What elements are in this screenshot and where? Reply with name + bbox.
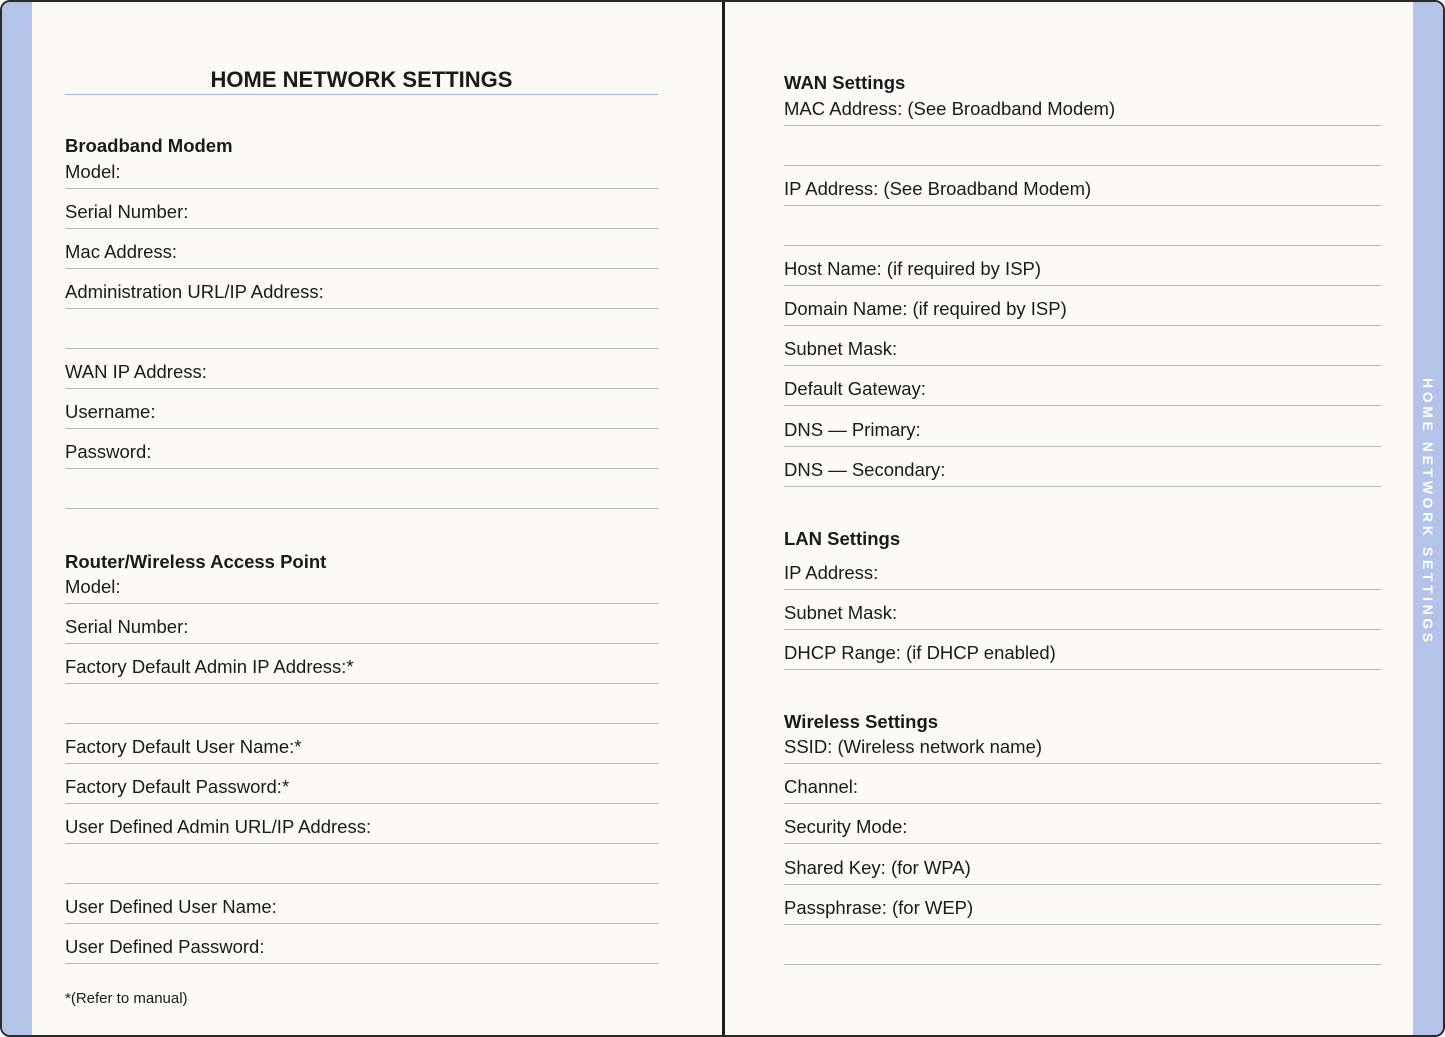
field-wan-dns-secondary[interactable]: DNS — Secondary: (784, 447, 1381, 487)
field-router-factory-admin-ip[interactable]: Factory Default Admin IP Address:* (65, 644, 658, 684)
field-router-model[interactable]: Model: (65, 564, 658, 604)
section-heading-lan-settings: LAN Settings (784, 528, 901, 549)
section-heading-broadband-modem: Broadband Modem (65, 135, 233, 156)
field-wan-default-gateway[interactable]: Default Gateway: (784, 366, 1381, 406)
field-wan-host-name[interactable]: Host Name: (if required by ISP) (784, 246, 1381, 286)
book-spine (722, 2, 725, 1035)
section-heading-router: Router/Wireless Access Point (65, 551, 327, 572)
field-modem-mac-address[interactable]: Mac Address: (65, 229, 658, 269)
field-router-user-username[interactable]: User Defined User Name: (65, 884, 658, 924)
field-modem-username[interactable]: Username: (65, 389, 658, 429)
field-wireless-blank-line[interactable] (784, 925, 1381, 965)
side-tab-label: HOME NETWORK SETTINGS (1420, 378, 1436, 646)
field-modem-serial-number[interactable]: Serial Number: (65, 189, 658, 229)
field-lan-subnet-mask[interactable]: Subnet Mask: (784, 590, 1381, 630)
field-lan-dhcp-range[interactable]: DHCP Range: (if DHCP enabled) (784, 630, 1381, 670)
field-wireless-channel[interactable]: Channel: (784, 764, 1381, 804)
field-wan-dns-primary[interactable]: DNS — Primary: (784, 407, 1381, 447)
field-wireless-ssid[interactable]: SSID: (Wireless network name) (784, 724, 1381, 764)
field-modem-wan-ip[interactable]: WAN IP Address: (65, 349, 658, 389)
field-router-user-password[interactable]: User Defined Password: (65, 924, 658, 964)
field-wan-domain-name[interactable]: Domain Name: (if required by ISP) (784, 286, 1381, 326)
page-title: HOME NETWORK SETTINGS (210, 67, 513, 92)
field-router-factory-password[interactable]: Factory Default Password:* (65, 764, 658, 804)
field-router-factory-username[interactable]: Factory Default User Name:* (65, 724, 658, 764)
field-router-factory-admin-ip-extra-line[interactable] (65, 684, 658, 724)
field-modem-model[interactable]: Model: (65, 149, 658, 189)
section-heading-wireless-settings: Wireless Settings (784, 711, 939, 732)
field-modem-admin-url-extra-line[interactable] (65, 309, 658, 349)
field-lan-ip-address[interactable]: IP Address: (784, 550, 1381, 590)
field-modem-blank-line[interactable] (65, 469, 658, 509)
field-wan-subnet-mask[interactable]: Subnet Mask: (784, 326, 1381, 366)
field-router-user-admin-url-extra-line[interactable] (65, 844, 658, 884)
section-heading-wan-settings: WAN Settings (784, 72, 906, 93)
field-wireless-passphrase[interactable]: Passphrase: (for WEP) (784, 885, 1381, 925)
field-wireless-shared-key[interactable]: Shared Key: (for WPA) (784, 845, 1381, 885)
left-edge-strip (2, 2, 32, 1035)
field-wan-mac-extra-line[interactable] (784, 126, 1381, 166)
field-router-serial-number[interactable]: Serial Number: (65, 604, 658, 644)
field-modem-admin-url[interactable]: Administration URL/IP Address: (65, 269, 658, 309)
field-wan-mac-address[interactable]: MAC Address: (See Broadband Modem) (784, 86, 1381, 126)
footnote: *(Refer to manual) (65, 990, 188, 1007)
field-wan-ip-address[interactable]: IP Address: (See Broadband Modem) (784, 166, 1381, 206)
title-underline (65, 94, 658, 95)
field-wireless-security-mode[interactable]: Security Mode: (784, 804, 1381, 844)
field-router-user-admin-url[interactable]: User Defined Admin URL/IP Address: (65, 804, 658, 844)
field-modem-password[interactable]: Password: (65, 429, 658, 469)
field-wan-ip-extra-line[interactable] (784, 206, 1381, 246)
